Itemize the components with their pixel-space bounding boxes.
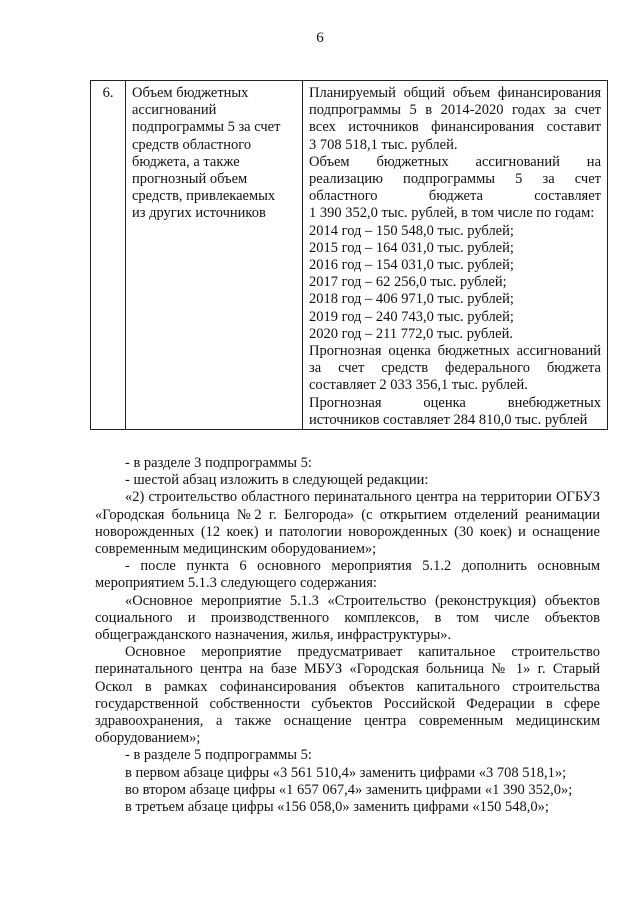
label-line: бюджета, а также bbox=[132, 153, 240, 170]
content-line: подпрограммы 5 в 2014-2020 годах за счет bbox=[309, 102, 601, 119]
label-line: подпрограммы 5 за счет bbox=[132, 119, 281, 136]
content-line: 1 390 352,0 тыс. рублей, в том числе по годам: bbox=[309, 205, 595, 222]
content-line: всех источников финансирования составит bbox=[309, 119, 601, 136]
paragraph: - в разделе 5 подпрограммы 5: bbox=[125, 747, 312, 764]
label-line: Объем бюджетных bbox=[132, 85, 249, 101]
document-body bbox=[95, 455, 600, 816]
content-line: 2020 год – 211 772,0 тыс. рублей. bbox=[309, 325, 513, 342]
paragraph: Основное мероприятие предусматривает капитальное строительство перинатального центра на базе МБУЗ «Городская больница № 1» г. Старый Оскол в рамках софинансирования объектов капитального строительства государственной собственности субъектов Российской Федерации в сфере здравоохранения, а также оснащение центра современным медицинским оборудованием»; bbox=[95, 644, 600, 747]
paragraph: в первом абзаце цифры «3 561 510,4» заменить цифрами «3 708 518,1»; bbox=[125, 764, 567, 781]
label-line: средств, привлекаемых bbox=[132, 188, 276, 205]
content-line: за счет средств федерального бюджета bbox=[309, 360, 601, 377]
paragraph: - после пункта 6 основного мероприятия 5.1.2 дополнить основным мероприятием 5.1.3 следующего содержания: bbox=[95, 558, 600, 592]
content-line: Объем бюджетных ассигнований на bbox=[309, 153, 601, 170]
row-label-cell bbox=[126, 81, 303, 430]
content-line: 2018 год – 406 971,0 тыс. рублей; bbox=[309, 291, 514, 308]
content-line: 3 708 518,1 тыс. рублей. bbox=[309, 136, 458, 153]
label-line: ассигнований bbox=[132, 102, 217, 119]
label-line: из других источников bbox=[132, 205, 266, 222]
content-line: источников составляет 284 810,0 тыс. рублей bbox=[309, 411, 588, 428]
table-row bbox=[91, 81, 608, 430]
content-line: Прогнозная оценка бюджетных ассигнований bbox=[309, 343, 601, 360]
content-line: Прогнозная оценка внебюджетных bbox=[309, 394, 601, 411]
content-line: 2017 год – 62 256,0 тыс. рублей; bbox=[309, 274, 507, 291]
program-table bbox=[90, 80, 608, 430]
row-number: 6. bbox=[91, 81, 126, 430]
content-line: Планируемый общий объем финансирования bbox=[309, 85, 601, 101]
content-line: областного бюджета составляет bbox=[309, 188, 601, 205]
paragraph: «2) строительство областного перинатального центра на территории ОГБУЗ «Городская больница №2 г. Белгорода» (с открытием отделений реанимации новорожденных (12 коек) и патологии новорожденных (30 коек) и оснащение современным медицинским оборудованием»; bbox=[95, 489, 600, 558]
paragraph: - в разделе 3 подпрограммы 5: bbox=[125, 455, 312, 471]
page-number: 6 bbox=[316, 30, 324, 46]
paragraph: «Основное мероприятие 5.1.3 «Строительство (реконструкция) объектов социального и производственного комплексов, в том числе объектов общегражданского назначения, жилья, инфраструктуры». bbox=[95, 592, 600, 644]
content-line: 2014 год – 150 548,0 тыс. рублей; bbox=[309, 222, 514, 239]
content-line: 2015 год – 164 031,0 тыс. рублей; bbox=[309, 239, 514, 256]
label-line: прогнозный объем bbox=[132, 171, 248, 188]
paragraph: в третьем абзаце цифры «156 058,0» заменить цифрами «150 548,0»; bbox=[125, 799, 549, 816]
label-line: средств областного bbox=[132, 136, 252, 153]
content-line: составляет 2 033 356,1 тыс. рублей. bbox=[309, 377, 528, 394]
content-line: реализацию подпрограммы 5 за счет bbox=[309, 171, 601, 188]
paragraph: во втором абзаце цифры «1 657 067,4» заменить цифрами «1 390 352,0»; bbox=[125, 781, 573, 798]
content-line: 2016 год – 154 031,0 тыс. рублей; bbox=[309, 257, 514, 274]
row-content-cell bbox=[303, 81, 608, 430]
paragraph: - шестой абзац изложить в следующей редакции: bbox=[125, 472, 429, 489]
content-line: 2019 год – 240 743,0 тыс. рублей; bbox=[309, 308, 514, 325]
